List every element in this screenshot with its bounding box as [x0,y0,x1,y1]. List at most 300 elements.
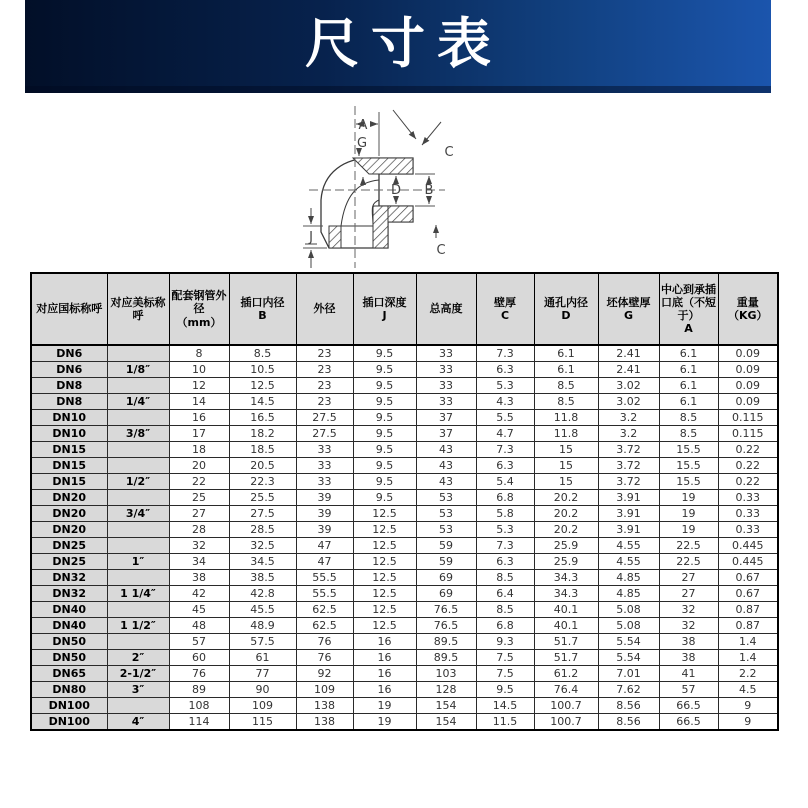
value-cell: 5.5 [476,410,534,426]
column-header-5: 插口深度 J [353,273,416,345]
value-cell: 32 [659,618,718,634]
value-cell: 6.4 [476,586,534,602]
gb-designation-cell: DN32 [31,586,107,602]
value-cell: 60 [169,650,229,666]
value-cell: 43 [416,474,476,490]
table-row [31,442,778,458]
value-cell: 8.5 [659,426,718,442]
gb-designation-cell: DN25 [31,554,107,570]
value-cell: 138 [296,698,353,714]
value-cell: 14.5 [229,394,296,410]
value-cell: 33 [416,378,476,394]
value-cell: 103 [416,666,476,682]
value-cell: 4.55 [598,538,659,554]
value-cell: 0.33 [718,506,778,522]
value-cell: 6.3 [476,458,534,474]
value-cell: 22.5 [659,554,718,570]
value-cell: 42.8 [229,586,296,602]
gb-designation-cell: DN80 [31,682,107,698]
value-cell: 3.91 [598,506,659,522]
value-cell: 15.5 [659,474,718,490]
value-cell: 2.41 [598,345,659,362]
gb-designation-cell: DN10 [31,410,107,426]
value-cell: 69 [416,586,476,602]
value-cell: 76.5 [416,618,476,634]
gb-designation-cell: DN20 [31,506,107,522]
value-cell: 27 [659,586,718,602]
gb-designation-cell: DN40 [31,602,107,618]
value-cell: 5.54 [598,634,659,650]
table-row [31,410,778,426]
us-designation-cell [107,538,169,554]
value-cell: 10.5 [229,362,296,378]
value-cell: 19 [353,714,416,731]
value-cell: 28 [169,522,229,538]
gb-designation-cell: DN15 [31,474,107,490]
gb-designation-cell: DN50 [31,634,107,650]
value-cell: 5.8 [476,506,534,522]
value-cell: 20.2 [534,522,598,538]
value-cell: 12.5 [353,554,416,570]
gb-designation-cell: DN10 [31,426,107,442]
value-cell: 2.41 [598,362,659,378]
hatch-bottom-left-wall [329,226,341,248]
value-cell: 0.22 [718,442,778,458]
us-designation-cell: 1 1/4″ [107,586,169,602]
value-cell: 3.02 [598,378,659,394]
value-cell: 6.1 [534,345,598,362]
value-cell: 19 [659,506,718,522]
value-cell: 33 [296,442,353,458]
gb-designation-cell: DN8 [31,394,107,410]
us-designation-cell: 1″ [107,554,169,570]
value-cell: 6.8 [476,490,534,506]
value-cell: 62.5 [296,602,353,618]
value-cell: 8.5 [534,378,598,394]
elbow-section-diagram [293,100,523,272]
dim-label-b: B [424,183,434,198]
value-cell: 0.09 [718,362,778,378]
gb-designation-cell: DN6 [31,362,107,378]
value-cell: 11.8 [534,410,598,426]
value-cell: 9.5 [353,442,416,458]
title-banner [25,0,771,93]
value-cell: 12.5 [353,586,416,602]
table-row [31,666,778,682]
value-cell: 15 [534,458,598,474]
value-cell: 109 [296,682,353,698]
value-cell: 5.3 [476,378,534,394]
dim-label-a: A [358,118,368,133]
value-cell: 32 [659,602,718,618]
value-cell: 33 [416,362,476,378]
value-cell: 0.09 [718,394,778,410]
value-cell: 7.3 [476,345,534,362]
value-cell: 25.9 [534,554,598,570]
value-cell: 8.5 [229,345,296,362]
value-cell: 9.5 [353,378,416,394]
table-row [31,618,778,634]
table-row [31,714,778,731]
us-designation-cell [107,345,169,362]
us-designation-cell: 1/4″ [107,394,169,410]
value-cell: 0.22 [718,474,778,490]
gb-designation-cell: DN15 [31,458,107,474]
value-cell: 38 [169,570,229,586]
value-cell: 8.5 [534,394,598,410]
value-cell: 27.5 [296,426,353,442]
value-cell: 16 [353,634,416,650]
table-row [31,522,778,538]
value-cell: 114 [169,714,229,731]
value-cell: 6.3 [476,554,534,570]
value-cell: 4.85 [598,586,659,602]
value-cell: 45 [169,602,229,618]
value-cell: 22 [169,474,229,490]
value-cell: 20.2 [534,490,598,506]
table-row [31,345,778,362]
value-cell: 34.3 [534,570,598,586]
value-cell: 0.115 [718,426,778,442]
column-header-11: 重量 （KG） [718,273,778,345]
table-row [31,426,778,442]
value-cell: 15.5 [659,458,718,474]
value-cell: 9.5 [353,362,416,378]
page-title: 尺寸表 [305,12,503,75]
value-cell: 138 [296,714,353,731]
value-cell: 14 [169,394,229,410]
value-cell: 27.5 [229,506,296,522]
value-cell: 48.9 [229,618,296,634]
value-cell: 16 [353,666,416,682]
dim-label-j: J [309,230,313,245]
value-cell: 23 [296,345,353,362]
value-cell: 109 [229,698,296,714]
table-body [31,345,778,730]
gb-designation-cell: DN15 [31,442,107,458]
value-cell: 20.2 [534,506,598,522]
value-cell: 5.08 [598,602,659,618]
value-cell: 25.5 [229,490,296,506]
value-cell: 34.5 [229,554,296,570]
value-cell: 41 [659,666,718,682]
table-row [31,570,778,586]
value-cell: 16.5 [229,410,296,426]
value-cell: 6.3 [476,362,534,378]
value-cell: 4.55 [598,554,659,570]
column-header-3: 插口内径 B [229,273,296,345]
value-cell: 9.5 [353,490,416,506]
value-cell: 5.3 [476,522,534,538]
value-cell: 0.115 [718,410,778,426]
value-cell: 12.5 [353,522,416,538]
us-designation-cell [107,634,169,650]
value-cell: 89.5 [416,650,476,666]
value-cell: 0.87 [718,618,778,634]
value-cell: 9.5 [353,394,416,410]
value-cell: 1.4 [718,650,778,666]
value-cell: 9.5 [353,474,416,490]
value-cell: 8 [169,345,229,362]
value-cell: 15 [534,474,598,490]
value-cell: 37 [416,426,476,442]
gb-designation-cell: DN8 [31,378,107,394]
value-cell: 18 [169,442,229,458]
value-cell: 33 [416,394,476,410]
value-cell: 7.3 [476,442,534,458]
value-cell: 6.1 [659,345,718,362]
us-designation-cell [107,602,169,618]
value-cell: 7.5 [476,666,534,682]
us-designation-cell [107,442,169,458]
value-cell: 61 [229,650,296,666]
value-cell: 51.7 [534,634,598,650]
value-cell: 25 [169,490,229,506]
value-cell: 33 [416,345,476,362]
value-cell: 89.5 [416,634,476,650]
value-cell: 8.5 [659,410,718,426]
value-cell: 38.5 [229,570,296,586]
table-header-row [31,273,778,345]
value-cell: 12 [169,378,229,394]
us-designation-cell: 3/8″ [107,426,169,442]
value-cell: 19 [353,698,416,714]
value-cell: 19 [659,522,718,538]
value-cell: 9.3 [476,634,534,650]
value-cell: 33 [296,458,353,474]
value-cell: 47 [296,554,353,570]
value-cell: 51.7 [534,650,598,666]
value-cell: 59 [416,554,476,570]
value-cell: 92 [296,666,353,682]
gb-designation-cell: DN100 [31,698,107,714]
value-cell: 9.5 [476,682,534,698]
value-cell: 47 [296,538,353,554]
value-cell: 33 [296,474,353,490]
us-designation-cell: 1 1/2″ [107,618,169,634]
us-designation-cell: 4″ [107,714,169,731]
column-header-9: 坯体壁厚 G [598,273,659,345]
value-cell: 6.1 [659,362,718,378]
value-cell: 12.5 [353,602,416,618]
gb-designation-cell: DN100 [31,714,107,731]
value-cell: 23 [296,378,353,394]
value-cell: 8.56 [598,698,659,714]
dim-label-d: D [390,183,402,198]
value-cell: 3.2 [598,426,659,442]
dim-label-c-bottom: C [436,243,446,258]
value-cell: 154 [416,714,476,731]
column-header-4: 外径 [296,273,353,345]
value-cell: 0.09 [718,378,778,394]
table-row [31,634,778,650]
us-designation-cell: 2″ [107,650,169,666]
value-cell: 0.445 [718,538,778,554]
value-cell: 7.62 [598,682,659,698]
value-cell: 12.5 [353,570,416,586]
us-designation-cell [107,410,169,426]
value-cell: 128 [416,682,476,698]
value-cell: 4.7 [476,426,534,442]
value-cell: 16 [353,682,416,698]
gb-designation-cell: DN6 [31,345,107,362]
value-cell: 57 [169,634,229,650]
gb-designation-cell: DN20 [31,490,107,506]
value-cell: 100.7 [534,698,598,714]
value-cell: 4.5 [718,682,778,698]
value-cell: 2.2 [718,666,778,682]
value-cell: 8.56 [598,714,659,731]
us-designation-cell [107,490,169,506]
value-cell: 18.5 [229,442,296,458]
value-cell: 5.08 [598,618,659,634]
value-cell: 76.5 [416,602,476,618]
table-row [31,698,778,714]
gb-designation-cell: DN50 [31,650,107,666]
value-cell: 61.2 [534,666,598,682]
value-cell: 48 [169,618,229,634]
elbow-drawing [293,100,523,272]
value-cell: 89 [169,682,229,698]
column-header-0: 对应国标称呼 [31,273,107,345]
value-cell: 12.5 [353,618,416,634]
value-cell: 53 [416,506,476,522]
value-cell: 17 [169,426,229,442]
value-cell: 4.3 [476,394,534,410]
value-cell: 43 [416,458,476,474]
value-cell: 3.72 [598,442,659,458]
value-cell: 3.02 [598,394,659,410]
us-designation-cell: 3/4″ [107,506,169,522]
us-designation-cell [107,458,169,474]
table-row [31,506,778,522]
value-cell: 22.3 [229,474,296,490]
table-row [31,378,778,394]
gb-designation-cell: DN65 [31,666,107,682]
table-row [31,394,778,410]
value-cell: 0.67 [718,570,778,586]
value-cell: 28.5 [229,522,296,538]
us-designation-cell [107,570,169,586]
value-cell: 154 [416,698,476,714]
value-cell: 4.85 [598,570,659,586]
value-cell: 14.5 [476,698,534,714]
value-cell: 23 [296,394,353,410]
value-cell: 25.9 [534,538,598,554]
value-cell: 38 [659,634,718,650]
value-cell: 55.5 [296,570,353,586]
us-designation-cell [107,522,169,538]
value-cell: 6.1 [659,394,718,410]
value-cell: 15 [534,442,598,458]
value-cell: 9.5 [353,410,416,426]
value-cell: 12.5 [353,506,416,522]
table-row [31,602,778,618]
us-designation-cell: 2-1/2″ [107,666,169,682]
value-cell: 0.09 [718,345,778,362]
value-cell: 27 [659,570,718,586]
value-cell: 69 [416,570,476,586]
value-cell: 115 [229,714,296,731]
value-cell: 40.1 [534,602,598,618]
table-row [31,490,778,506]
value-cell: 5.54 [598,650,659,666]
value-cell: 0.22 [718,458,778,474]
value-cell: 7.3 [476,538,534,554]
value-cell: 18.2 [229,426,296,442]
column-header-2: 配套钢管外径 （mm） [169,273,229,345]
value-cell: 20.5 [229,458,296,474]
value-cell: 16 [169,410,229,426]
value-cell: 10 [169,362,229,378]
value-cell: 12.5 [353,538,416,554]
column-header-7: 壁厚 C [476,273,534,345]
table-row [31,458,778,474]
value-cell: 38 [659,650,718,666]
value-cell: 3.91 [598,490,659,506]
value-cell: 66.5 [659,698,718,714]
column-header-6: 总高度 [416,273,476,345]
dim-label-g: G [356,136,368,151]
value-cell: 3.91 [598,522,659,538]
us-designation-cell [107,698,169,714]
column-header-8: 通孔内径 D [534,273,598,345]
value-cell: 3.2 [598,410,659,426]
value-cell: 19 [659,490,718,506]
value-cell: 57.5 [229,634,296,650]
value-cell: 34.3 [534,586,598,602]
value-cell: 37 [416,410,476,426]
table-row [31,474,778,490]
value-cell: 55.5 [296,586,353,602]
column-header-10: 中心到承插口底（不短于） A [659,273,718,345]
value-cell: 57 [659,682,718,698]
value-cell: 6.1 [659,378,718,394]
value-cell: 32 [169,538,229,554]
value-cell: 32.5 [229,538,296,554]
value-cell: 0.87 [718,602,778,618]
gb-designation-cell: DN25 [31,538,107,554]
value-cell: 7.01 [598,666,659,682]
us-designation-cell: 1/2″ [107,474,169,490]
value-cell: 9.5 [353,458,416,474]
table-row [31,650,778,666]
value-cell: 22.5 [659,538,718,554]
value-cell: 0.67 [718,586,778,602]
value-cell: 12.5 [229,378,296,394]
value-cell: 66.5 [659,714,718,731]
table-row [31,362,778,378]
value-cell: 8.5 [476,602,534,618]
value-cell: 7.5 [476,650,534,666]
value-cell: 11.8 [534,426,598,442]
value-cell: 90 [229,682,296,698]
value-cell: 3.72 [598,474,659,490]
value-cell: 53 [416,522,476,538]
value-cell: 77 [229,666,296,682]
value-cell: 42 [169,586,229,602]
value-cell: 34 [169,554,229,570]
value-cell: 39 [296,506,353,522]
value-cell: 76 [296,650,353,666]
value-cell: 76 [296,634,353,650]
value-cell: 45.5 [229,602,296,618]
value-cell: 39 [296,522,353,538]
us-designation-cell [107,378,169,394]
value-cell: 40.1 [534,618,598,634]
value-cell: 6.8 [476,618,534,634]
value-cell: 11.5 [476,714,534,731]
